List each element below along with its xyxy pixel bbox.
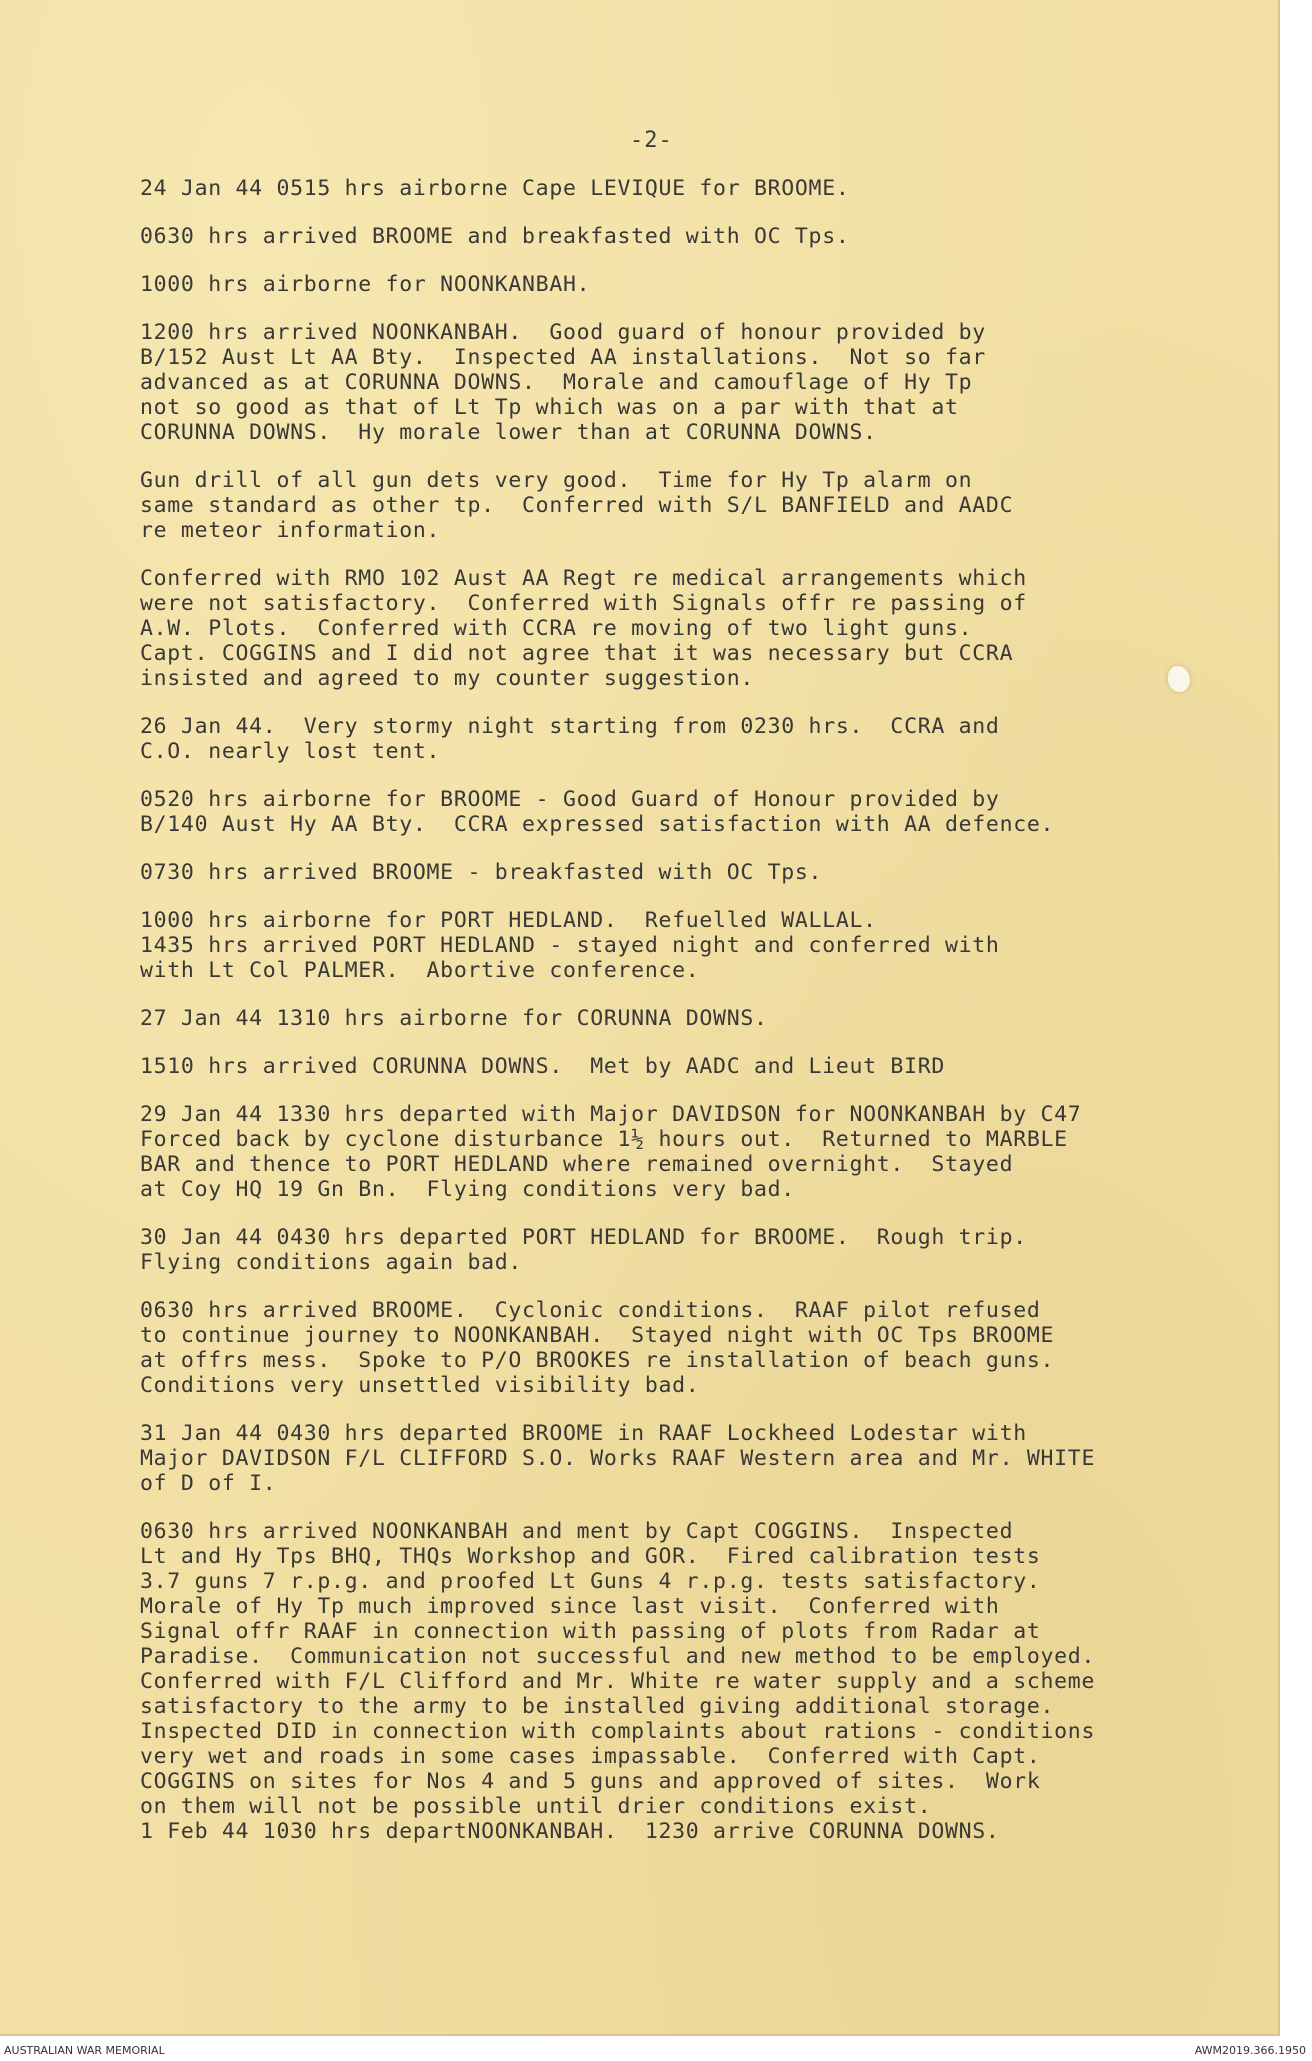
entry-line: 24 Jan 44 0515 hrs airborne Cape LEVIQUE for BROOME. <box>140 176 850 201</box>
entry-line: Major DAVIDSON F/L CLIFFORD S.O. Works RAAF Western area and Mr. WHITE <box>140 1446 1096 1471</box>
entry-line: 1510 hrs arrived CORUNNA DOWNS. Met by AADC and Lieut BIRD <box>140 1054 946 1079</box>
entry-line: Paradise. Communication not successful and new method to be employed. <box>140 1644 1096 1669</box>
entry-line: Lt and Hy Tps BHQ, THQs Workshop and GOR. Fired calibration tests <box>140 1544 1041 1569</box>
entry-line: 0630 hrs arrived BROOME and breakfasted with OC Tps. <box>140 224 850 249</box>
entry-line: 27 Jan 44 1310 hrs airborne for CORUNNA DOWNS. <box>140 1006 768 1031</box>
diary-entry <box>140 224 1220 249</box>
diary-entry <box>140 176 1220 201</box>
diary-entry <box>140 1298 1220 1398</box>
page-number: -2- <box>630 128 673 153</box>
entry-line: Signal offr RAAF in connection with passing of plots from Radar at <box>140 1619 1041 1644</box>
diary-entries <box>140 176 1220 1867</box>
entry-line: Morale of Hy Tp much improved since last visit. Conferred with <box>140 1594 1000 1619</box>
entry-line: CORUNNA DOWNS. Hy morale lower than at CORUNNA DOWNS. <box>140 420 877 445</box>
entry-line: 3.7 guns 7 r.p.g. and proofed Lt Guns 4 r.p.g. tests satisfactory. <box>140 1569 1041 1594</box>
diary-entry <box>140 860 1220 885</box>
entry-line: A.W. Plots. Conferred with CCRA re moving of two light guns. <box>140 616 973 641</box>
entry-line: B/140 Aust Hy AA Bty. CCRA expressed satisfaction with AA defence. <box>140 812 1055 837</box>
entry-line: same standard as other tp. Conferred with S/L BANFIELD and AADC <box>140 493 1014 518</box>
entry-line: 1000 hrs airborne for NOONKANBAH. <box>140 272 591 297</box>
diary-entry <box>140 566 1220 691</box>
entry-line: 31 Jan 44 0430 hrs departed BROOME in RAAF Lockheed Lodestar with <box>140 1421 1027 1446</box>
diary-entry <box>140 1225 1220 1275</box>
archive-reference: AWM2019.366.1950 <box>1194 2044 1306 2057</box>
entry-line: were not satisfactory. Conferred with Signals offr re passing of <box>140 591 1027 616</box>
entry-line: to continue journey to NOONKANBAH. Stayed night with OC Tps BROOME <box>140 1323 1055 1348</box>
entry-line: Forced back by cyclone disturbance 1½ hours out. Returned to MARBLE <box>140 1127 1068 1152</box>
entry-line: Gun drill of all gun dets very good. Time for Hy Tp alarm on <box>140 468 973 493</box>
entry-line: re meteor information. <box>140 518 441 543</box>
diary-entry <box>140 908 1220 983</box>
entry-line: at offrs mess. Spoke to P/O BROOKES re installation of beach guns. <box>140 1348 1055 1373</box>
entry-line: Conferred with RMO 102 Aust AA Regt re medical arrangements which <box>140 566 1027 591</box>
entry-line: 1 Feb 44 1030 hrs departNOONKANBAH. 1230 arrive CORUNNA DOWNS. <box>140 1819 1000 1844</box>
entry-line: 0630 hrs arrived NOONKANBAH and ment by Capt COGGINS. Inspected <box>140 1519 1014 1544</box>
diary-entry <box>140 787 1220 837</box>
entry-line: at Coy HQ 19 Gn Bn. Flying conditions very bad. <box>140 1177 795 1202</box>
archive-credit: AUSTRALIAN WAR MEMORIAL <box>4 2044 165 2057</box>
entry-line: on them will not be possible until drier conditions exist. <box>140 1794 932 1819</box>
entry-line: of D of I. <box>140 1471 277 1496</box>
entry-line: BAR and thence to PORT HEDLAND where remained overnight. Stayed <box>140 1152 1014 1177</box>
entry-line: advanced as at CORUNNA DOWNS. Morale and camouflage of Hy Tp <box>140 370 973 395</box>
entry-line: Conferred with F/L Clifford and Mr. White re water supply and a scheme <box>140 1669 1096 1694</box>
diary-entry <box>140 1102 1220 1202</box>
entry-line: very wet and roads in some cases impassable. Conferred with Capt. <box>140 1744 1041 1769</box>
diary-entry <box>140 468 1220 543</box>
entry-line: 26 Jan 44. Very stormy night starting from 0230 hrs. CCRA and <box>140 714 1000 739</box>
entry-line: 1435 hrs arrived PORT HEDLAND - stayed night and conferred with <box>140 933 1000 958</box>
paper-damage-mark <box>1168 666 1190 692</box>
diary-entry <box>140 714 1220 764</box>
entry-line: 1200 hrs arrived NOONKANBAH. Good guard of honour provided by <box>140 320 986 345</box>
entry-line: C.O. nearly lost tent. <box>140 739 441 764</box>
diary-entry <box>140 1421 1220 1496</box>
entry-line: not so good as that of Lt Tp which was on a par with that at <box>140 395 959 420</box>
entry-line: Conditions very unsettled visibility bad. <box>140 1373 700 1398</box>
entry-line: 0730 hrs arrived BROOME - breakfasted with OC Tps. <box>140 860 823 885</box>
entry-line: B/152 Aust Lt AA Bty. Inspected AA installations. Not so far <box>140 345 986 370</box>
entry-line: with Lt Col PALMER. Abortive conference. <box>140 958 700 983</box>
entry-line: Inspected DID in connection with complaints about rations - conditions <box>140 1719 1096 1744</box>
entry-line: Flying conditions again bad. <box>140 1250 523 1275</box>
entry-line: 0630 hrs arrived BROOME. Cyclonic conditions. RAAF pilot refused <box>140 1298 1041 1323</box>
entry-line: satisfactory to the army to be installed giving additional storage. <box>140 1694 1055 1719</box>
diary-entry <box>140 272 1220 297</box>
diary-entry <box>140 1054 1220 1079</box>
entry-line: COGGINS on sites for Nos 4 and 5 guns and approved of sites. Work <box>140 1769 1041 1794</box>
entry-line: insisted and agreed to my counter suggestion. <box>140 666 754 691</box>
diary-entry <box>140 320 1220 445</box>
entry-line: 0520 hrs airborne for BROOME - Good Guard of Honour provided by <box>140 787 1000 812</box>
entry-line: 1000 hrs airborne for PORT HEDLAND. Refuelled WALLAL. <box>140 908 877 933</box>
diary-entry <box>140 1519 1220 1844</box>
entry-line: 29 Jan 44 1330 hrs departed with Major DAVIDSON for NOONKANBAH by C47 <box>140 1102 1082 1127</box>
diary-entry <box>140 1006 1220 1031</box>
entry-line: 30 Jan 44 0430 hrs departed PORT HEDLAND for BROOME. Rough trip. <box>140 1225 1027 1250</box>
entry-line: Capt. COGGINS and I did not agree that it was necessary but CCRA <box>140 641 1014 666</box>
